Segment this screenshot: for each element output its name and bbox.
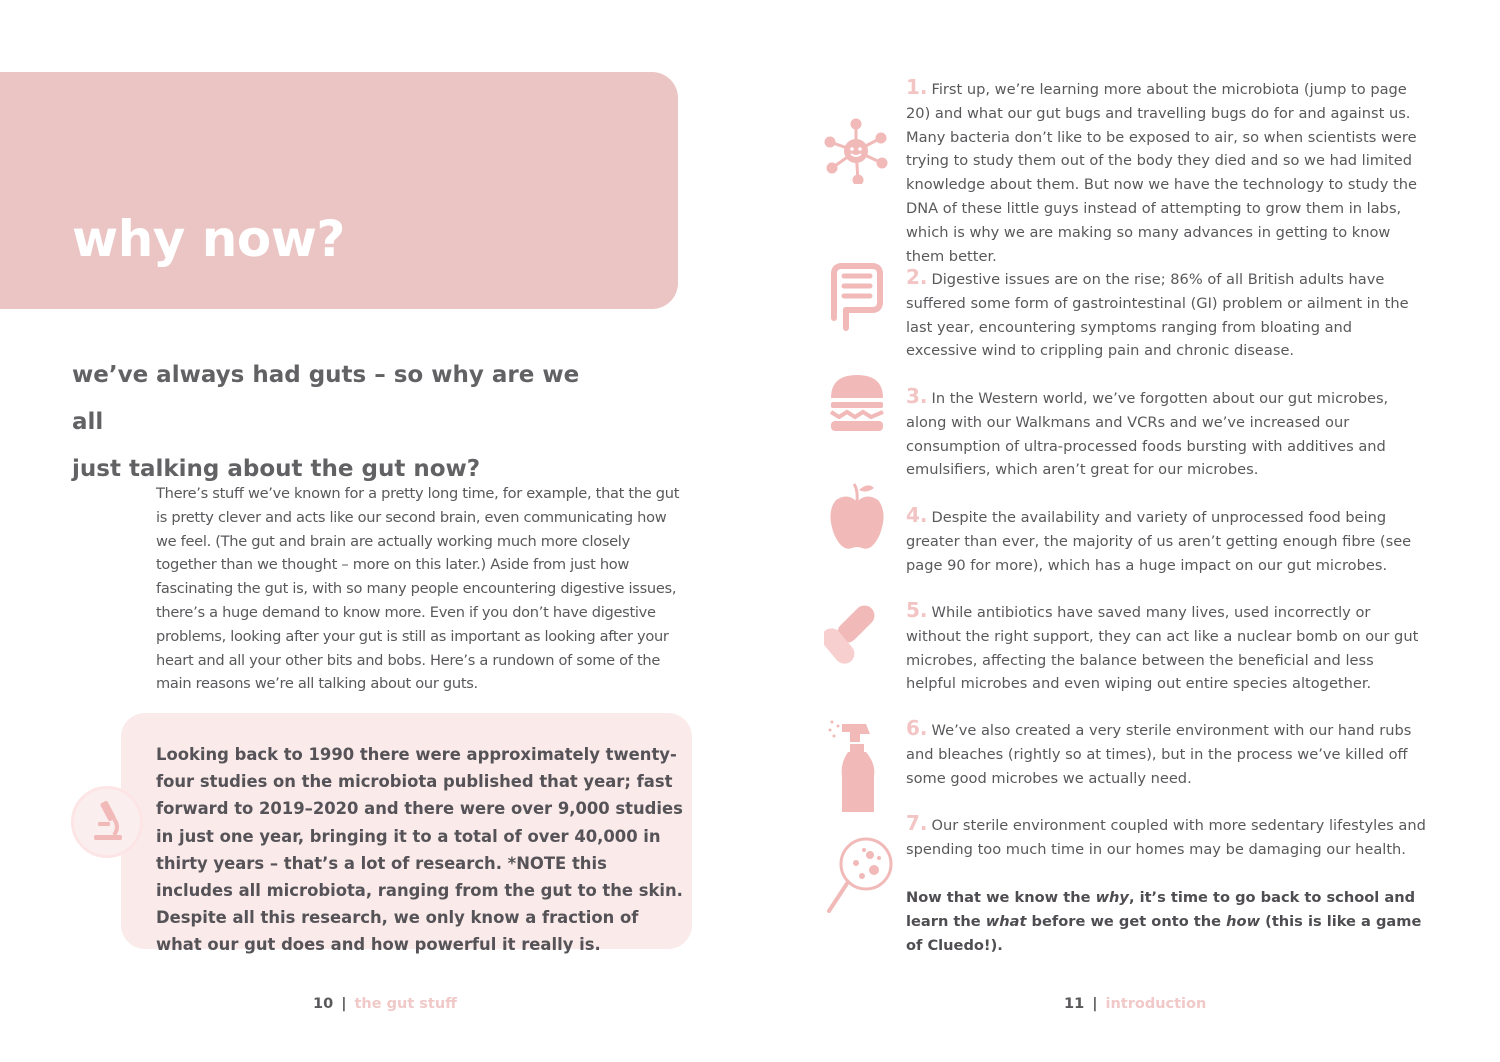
reason-item-7 (906, 812, 1426, 862)
page-number: 10 (313, 996, 334, 1012)
footer-separator: | (341, 996, 347, 1012)
burger-icon (828, 372, 886, 434)
reason-text: First up, we’re learning more about the microbiota (jump to page 20) and what our gut bugs and travelling bugs do for and against us. Many bacteria don’t like to be exposed to air, so when scientists were trying to study them out of the body they died and so we had limited knowledge about them. But now we have the technology to study the DNA of these little guys instead of attempting to grow them in labs, which is why we are making so many advances in getting to know them better. (906, 81, 1417, 265)
closing-emphasis-how: how (1226, 912, 1261, 930)
reason-item-5 (906, 599, 1426, 696)
reason-number: 3. (906, 384, 928, 408)
callout-text: Looking back to 1990 there were approximately twenty-four studies on the microbiota published that year; fast forward to 2019–2020 and there were over 9,000 studies in just one year, bringing it to a total of over 40,000 in thirty years – that’s a lot of research. *NOTE this includes all microbiota, ranging from the gut to the skin. Despite all this research, we only know a fraction of what our gut does and how powerful it really is. (156, 745, 683, 955)
right-page-footer (1064, 996, 1206, 1012)
reason-text: In the Western world, we’ve forgotten about our gut microbes, along with our Walkmans and VCRs and we’ve increased our consumption of ultra-processed foods bursting with additives and emulsifiers, which aren’t great for our microbes. (906, 390, 1389, 479)
closing-emphasis-why: why (1095, 889, 1129, 906)
footer-separator: | (1092, 996, 1098, 1012)
closing-text: before we get onto the (1026, 912, 1227, 930)
closing-text: Now that we know the (906, 889, 1096, 906)
closing-text: , it’s time to go back to school and learn the (906, 889, 1416, 930)
reason-number: 2. (906, 265, 928, 289)
reason-text: Our sterile environment coupled with more sedentary lifestyles and spending too much time in our homes may be damaging our health. (906, 817, 1426, 858)
page-number: 11 (1064, 996, 1085, 1012)
subheading-line-2: just talking about the gut now? (72, 456, 481, 482)
reason-item-6 (906, 717, 1426, 790)
spray-bottle-icon (826, 714, 890, 814)
reason-text: We’ve also created a very sterile environment with our hand rubs and bleaches (rightly so at times), but in the process we’ve killed off some good microbes we actually need. (906, 722, 1412, 787)
pill-icon (824, 598, 892, 668)
petri-dish-icon (826, 836, 894, 914)
reason-text: While antibiotics have saved many lives, used incorrectly or without the right support, they can act like a nuclear bomb on our gut microbes, affecting the balance between the beneficial and less helpful microbes and even wiping out entire species altogether. (906, 604, 1419, 693)
reason-text: Digestive issues are on the rise; 86% of all British adults have suffered some form of gastrointestinal (GI) problem or ailment in the last year, encountering symptoms ranging from bloating and excessive wind to crippling pain and chronic disease. (906, 271, 1409, 360)
subheading-line-1: we’ve always had guts – so why are we all (72, 362, 580, 435)
microscope-icon (74, 789, 140, 855)
reason-number: 5. (906, 598, 928, 622)
reason-text: Despite the availability and variety of unprocessed food being greater than ever, the majority of us aren’t getting enough fibre (see page 90 for more), which has a huge impact on our gut microbes. (906, 509, 1412, 574)
reason-number: 4. (906, 503, 928, 527)
reason-number: 1. (906, 75, 928, 99)
subheading (72, 352, 592, 493)
intro-paragraph: There’s stuff we’ve known for a pretty long time, for example, that the gut is pretty clever and acts like our second brain, even communicating how we feel. (The gut and brain are actually working much more closely together than we thought – more on this later.) Aside from just how fascinating the gut is, with so many people encountering digestive issues, there’s a huge demand to know more. Even if you don’t have digestive problems, looking after your gut is still as important as looking after your heart and all your other bits and bobs. Here’s a rundown of some of the main reasons we’re all talking about our guts. (156, 485, 680, 693)
intestine-icon (826, 262, 888, 334)
reason-item-3 (906, 385, 1426, 482)
section-name: introduction (1105, 996, 1207, 1012)
reason-item-2 (906, 266, 1426, 363)
left-page-footer (313, 996, 457, 1012)
reason-item-1 (906, 76, 1426, 268)
section-name: the gut stuff (354, 996, 457, 1012)
closing-text: (this is like a game of Cluedo!). (906, 912, 1422, 954)
reason-item-4 (906, 504, 1426, 577)
apple-icon (828, 478, 886, 554)
closing-paragraph (906, 886, 1431, 957)
reason-number: 6. (906, 716, 928, 740)
page-title: why now? (72, 210, 345, 268)
microbe-icon (824, 118, 888, 184)
title-banner (0, 72, 678, 309)
callout-icon-circle (71, 786, 143, 858)
reason-number: 7. (906, 811, 928, 835)
closing-emphasis-what: what (985, 912, 1027, 930)
